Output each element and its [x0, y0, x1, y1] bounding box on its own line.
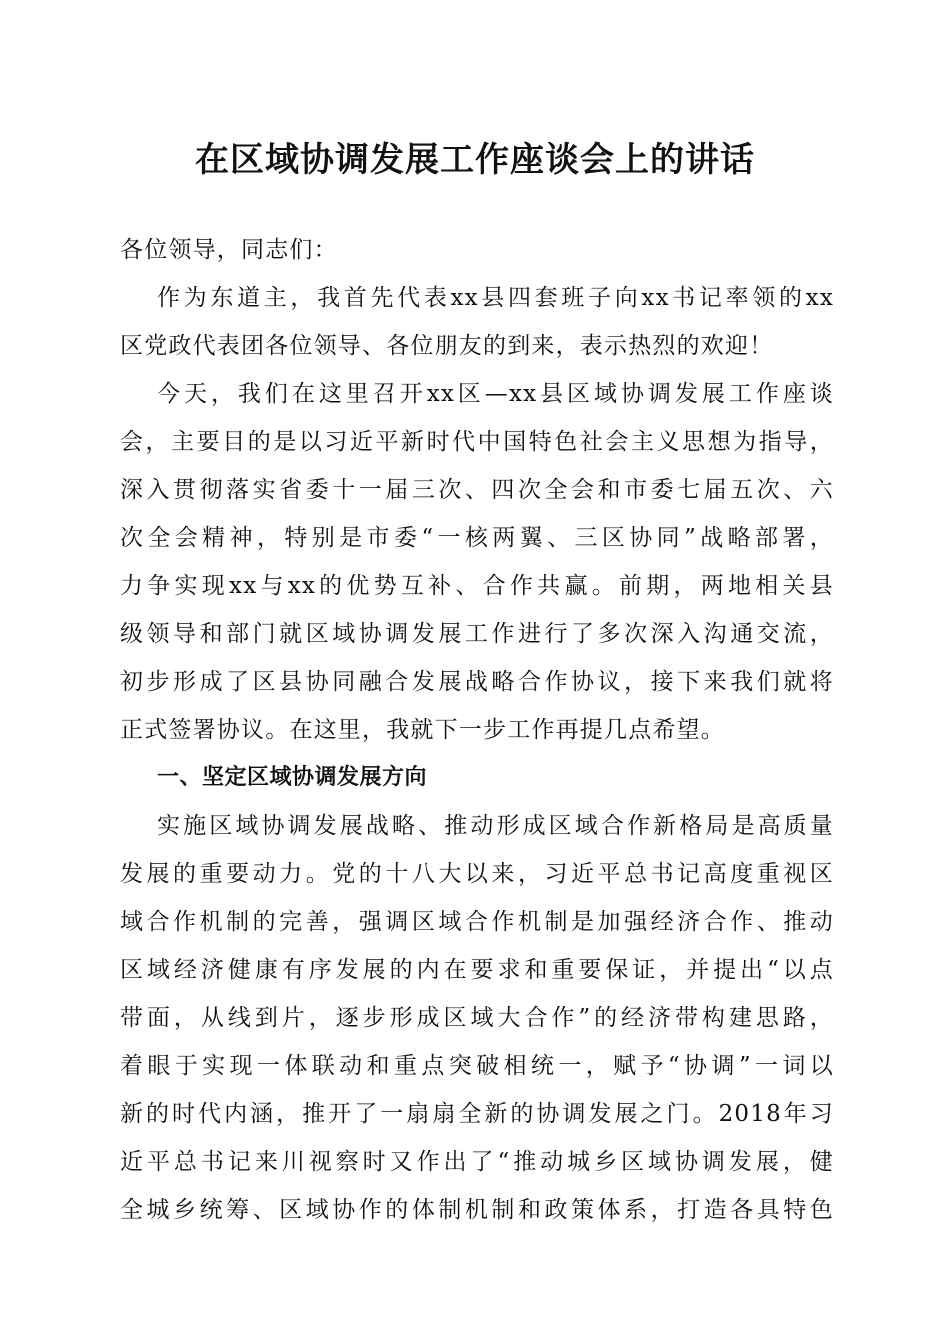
paragraph-line: 近平总书记来川视察时又作出了“推动城乡区域协调发展，健	[120, 1149, 834, 1175]
paragraph-line: 次全会精神，特别是市委“一核两翼、三区协同”战略部署，	[120, 525, 834, 551]
paragraph-line: 初步形成了区县协同融合发展战略合作协议，接下来我们就将	[120, 669, 834, 695]
paragraph-line: 今天，我们在这里召开xx区—xx县区域协调发展工作座谈	[157, 381, 834, 407]
paragraph-line: 级领导和部门就区域协调发展工作进行了多次深入沟通交流，	[120, 621, 834, 647]
paragraph-line: 着眼于实现一体联动和重点突破相统一，赋予“协调”一词以	[120, 1053, 834, 1079]
paragraph-line: 区党政代表团各位领导、各位朋友的到来，表示热烈的欢迎！	[120, 333, 774, 359]
paragraph-line: 新的时代内涵，推开了一扇扇全新的协调发展之门。2018年习	[120, 1101, 834, 1127]
paragraph-line: 深入贯彻落实省委十一届三次、四次全会和市委七届五次、六	[120, 477, 834, 503]
paragraph-line: 会，主要目的是以习近平新时代中国特色社会主义思想为指导，	[120, 429, 834, 455]
paragraph-line: 发展的重要动力。党的十八大以来，习近平总书记高度重视区	[120, 861, 834, 887]
paragraph-line: 全城乡统筹、区域协作的体制机制和政策体系，打造各具特色	[120, 1197, 834, 1223]
paragraph-line: 作为东道主，我首先代表xx县四套班子向xx书记率领的xx	[157, 285, 834, 311]
document-title: 在区域协调发展工作座谈会上的讲话	[195, 140, 755, 180]
salutation: 各位领导，同志们：	[120, 237, 338, 263]
paragraph-line: 实施区域协调发展战略、推动形成区域合作新格局是高质量	[157, 813, 834, 839]
section-heading: 一、坚定区域协调发展方向	[157, 765, 428, 790]
paragraph-line: 力争实现xx与xx的优势互补、合作共赢。前期，两地相关县	[120, 573, 834, 599]
paragraph-line: 区域经济健康有序发展的内在要求和重要保证，并提出“以点	[120, 957, 834, 983]
paragraph-line: 正式签署协议。在这里，我就下一步工作再提几点希望。	[120, 717, 725, 743]
paragraph-line: 带面，从线到片，逐步形成区域大合作”的经济带构建思路，	[120, 1005, 834, 1031]
paragraph-line: 域合作机制的完善，强调区域合作机制是加强经济合作、推动	[120, 909, 834, 935]
document-body	[120, 226, 834, 1234]
